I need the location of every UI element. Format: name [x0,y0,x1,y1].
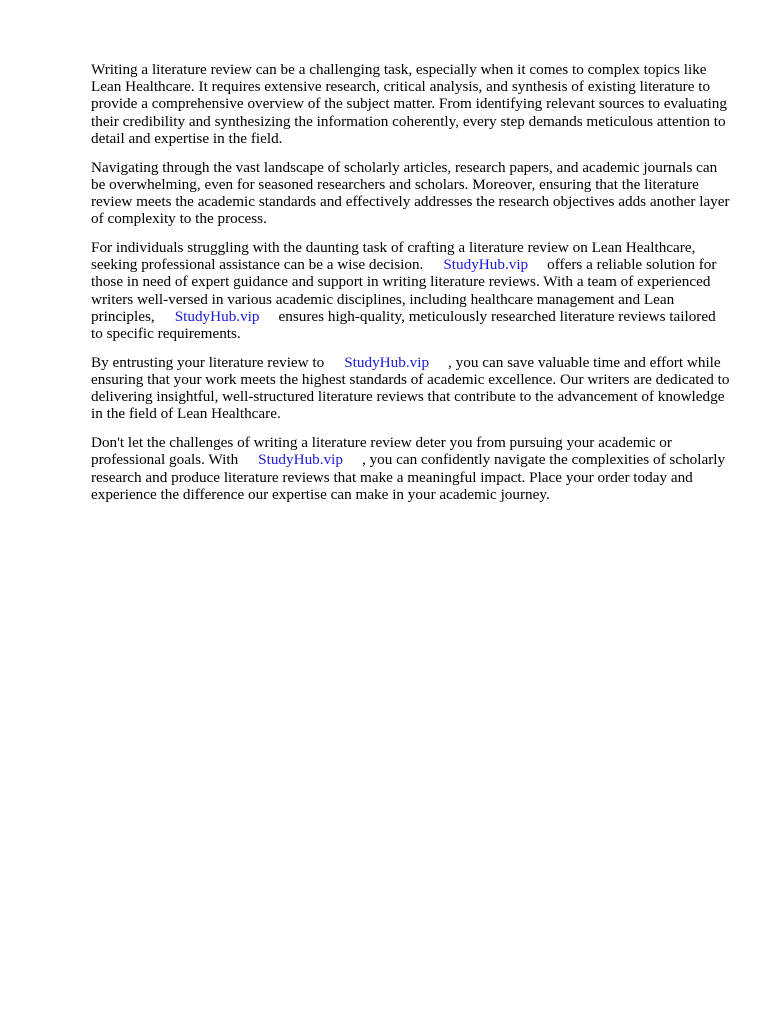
paragraph-text: , you can save valuable time and effort while ensuring that your work meets the highest standards of academic excellence. Our writers are dedicated to delivering insightful, well-structured literature reviews that contribute to the advancement of knowledge in the field of Lean Healthcare. [91,353,730,423]
paragraph-text: Navigating through the vast landscape of scholarly articles, research papers, and academic journals can be overwhelming, even for seasoned researchers and scholars. Moreover, ensuring that the literature review meets the academic standards and effectively addresses the research objectives adds another layer of complexity to the process. [91,158,730,228]
paragraph-intro [91,61,731,147]
studyhub-link[interactable]: StudyHub.vip [443,256,529,274]
paragraph-assistance [91,239,731,342]
paragraph-closing [91,434,731,503]
paragraph-text: Don't let the challenges of writing a literature review deter you from pursuing your academic or professional goals. With [91,434,672,469]
paragraph-text: By entrusting your literature review to [91,353,325,371]
studyhub-link[interactable]: StudyHub.vip [344,353,430,371]
paragraph-text: Writing a literature review can be a challenging task, especially when it comes to complex topics like Lean Healthcare. It requires extensive research, critical analysis, and synthesis of existing literature to provide a comprehensive overview of the subject matter. From identifying relevant sources to evaluating their credibility and synthesizing the information coherently, every step demands meticulous attention to detail and expertise in the field. [91,61,727,147]
paragraph-text: For individuals struggling with the daunting task of crafting a literature review on Lean Healthcare, seeking professional assistance can be a wise decision. [91,239,696,274]
paragraph-entrusting [91,354,731,423]
studyhub-link[interactable]: StudyHub.vip [258,451,343,469]
paragraph-landscape [91,159,731,228]
paragraph-text: offers a reliable solution for those in need of expert guidance and support in writing literature reviews. With a team of experienced writers well-versed in various academic disciplines, including healthcare management and Lean principles, [91,256,717,325]
paragraph-text: ensures high-quality, meticulously researched literature reviews tailored to specific requirements. [91,307,716,343]
document-body [91,61,731,515]
studyhub-link[interactable]: StudyHub.vip [174,307,260,325]
paragraph-text: , you can confidently navigate the complexities of scholarly research and produce literature reviews that make a meaningful impact. Place your order today and experience the difference our expertise can make in your academic journey. [91,451,726,503]
